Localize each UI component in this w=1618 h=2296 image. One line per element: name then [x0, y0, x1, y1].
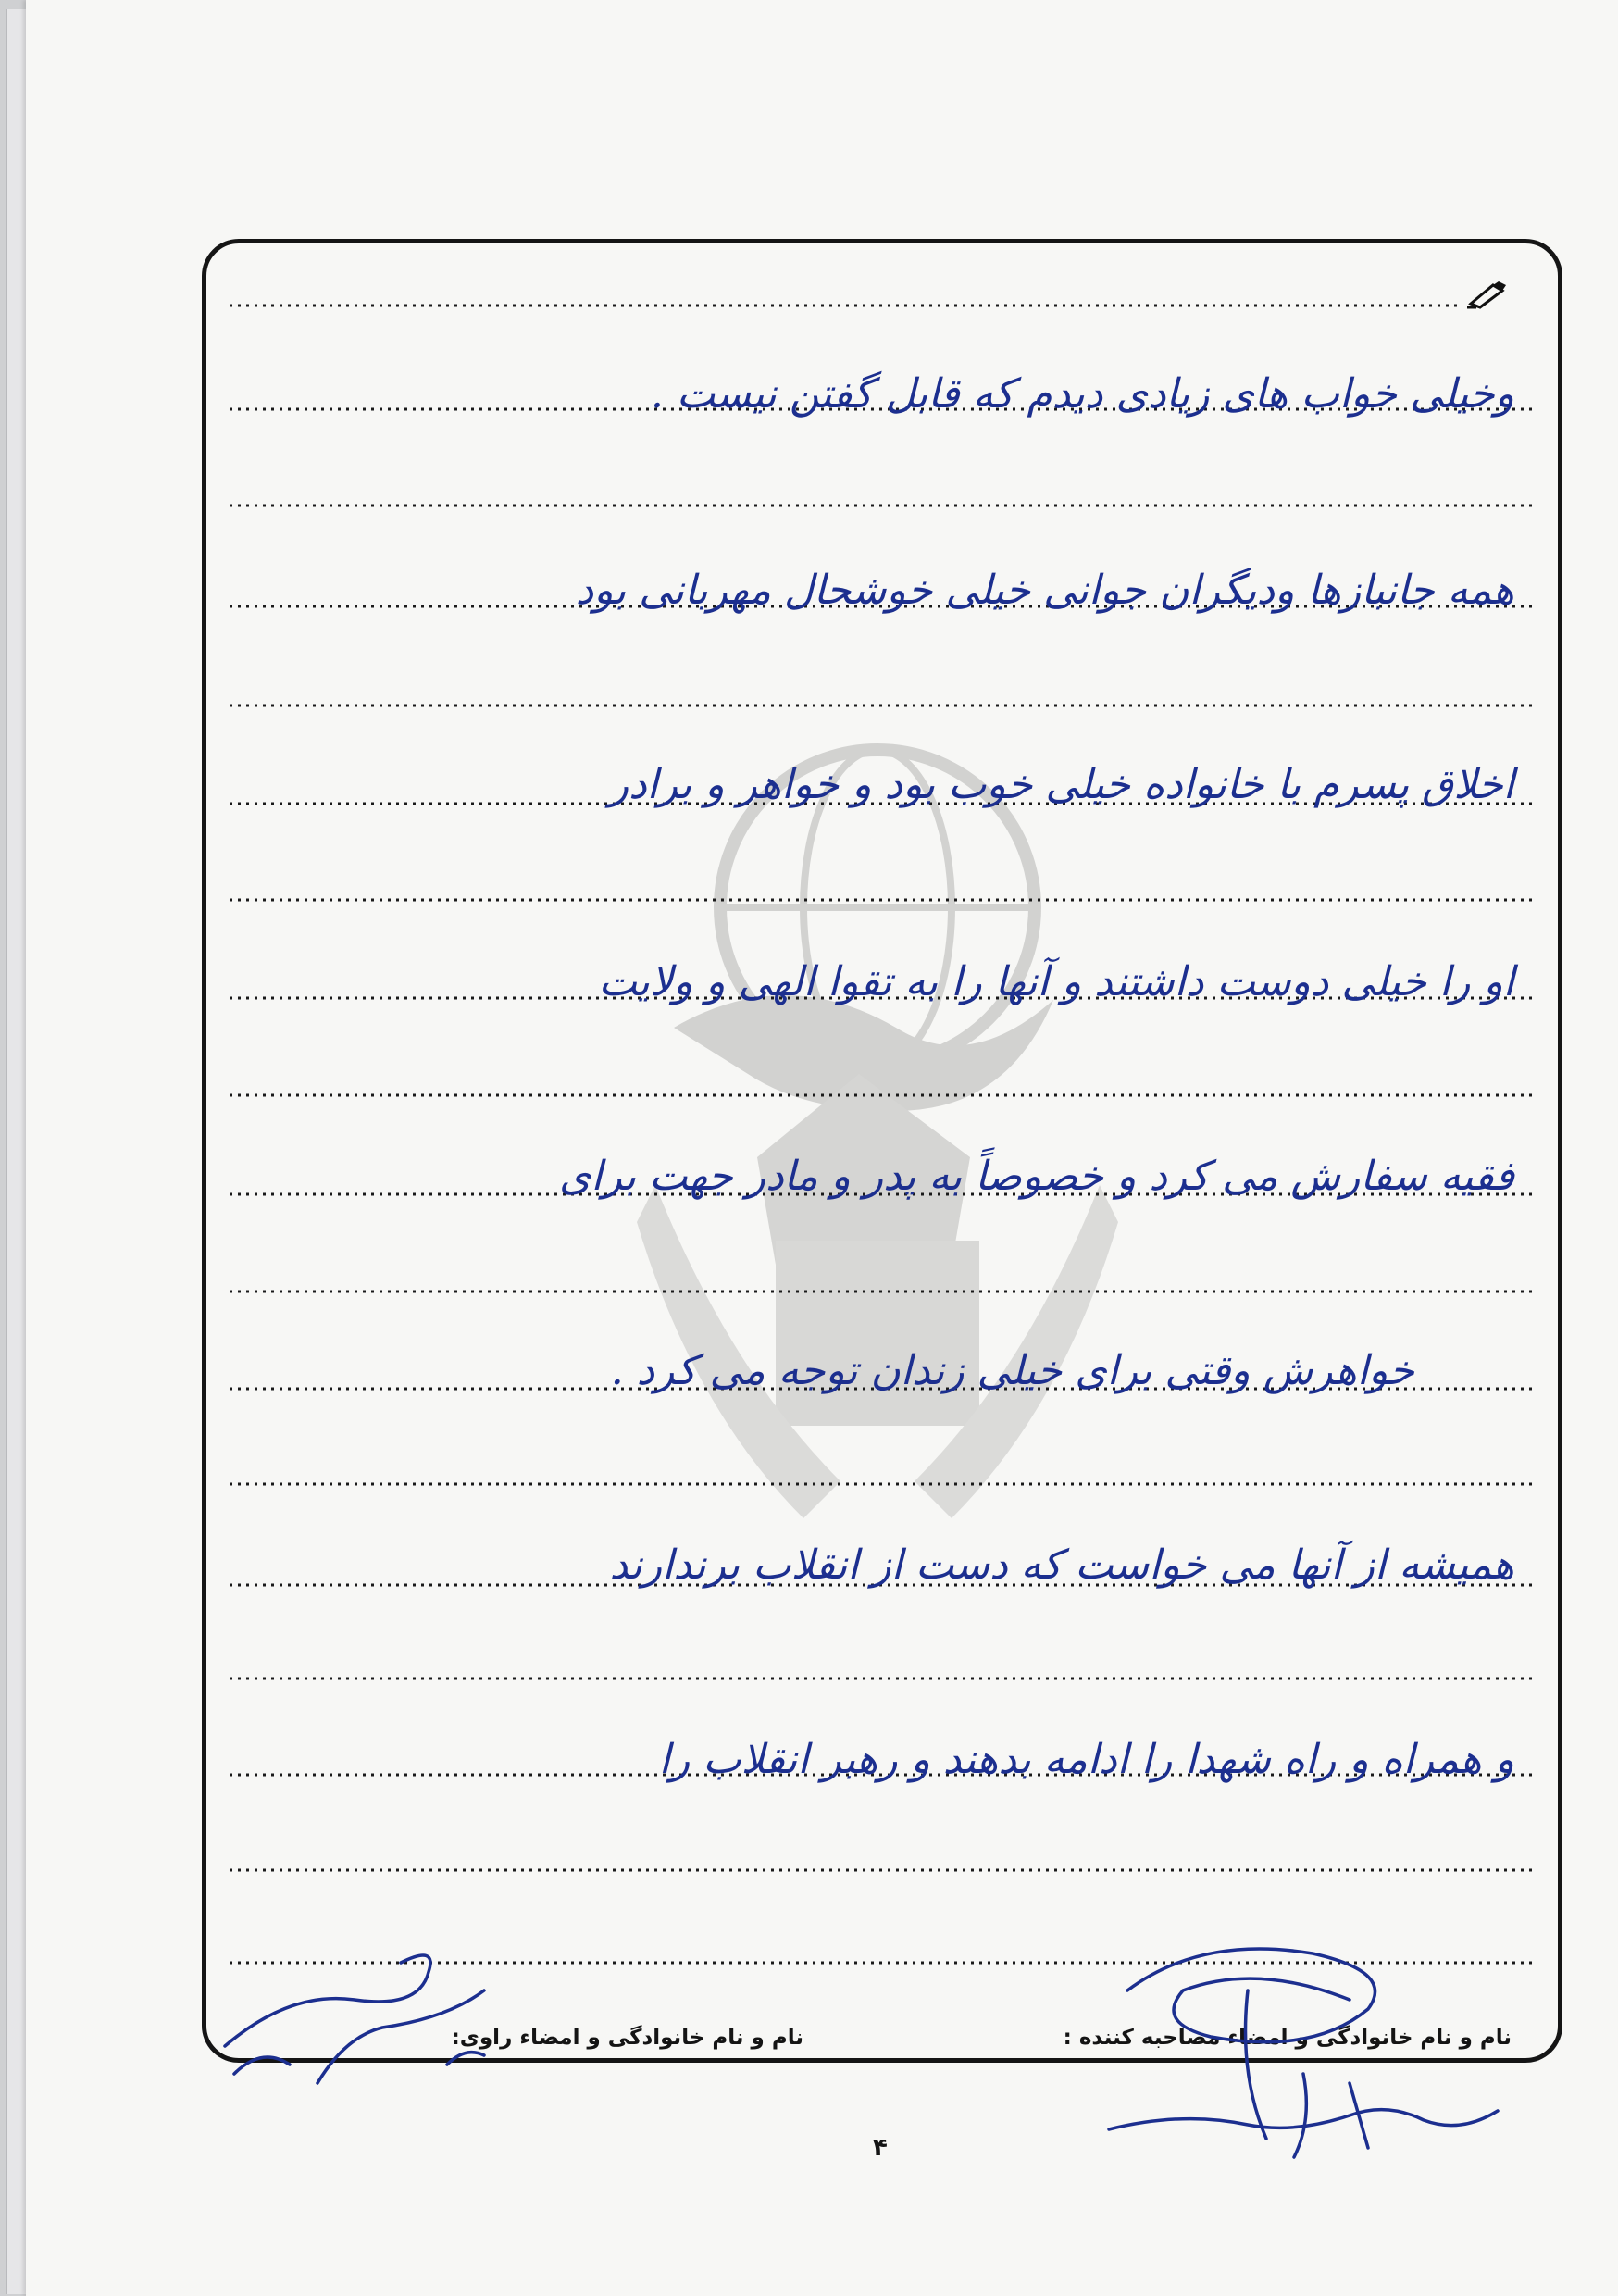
document-page — [26, 0, 1618, 2296]
handwritten-line-8: و همراه و راه شهدا را ادامه بدهند و رهبر انقلاب را — [658, 1736, 1514, 1783]
handwritten-line-5: فقیه سفارش می کرد و خصوصاً به پدر و مادر جهت برای — [558, 1153, 1514, 1200]
interviewer-signature-label: نام و نام خانوادگی و امضاء مصاحبه کننده : — [1063, 2026, 1512, 2050]
narrator-signature-label: نام و نام خانوادگی و امضاء راوی: — [451, 2026, 803, 2050]
page-number: ۴ — [873, 2134, 888, 2162]
handwritten-line-7: همیشه از آنها می خواست که دست از انقلاب برندارند — [609, 1541, 1514, 1589]
narrator-signature — [206, 1935, 503, 2102]
handwritten-line-6: خواهرش وقتی برای خیلی زندان توجه می کرد . — [610, 1347, 1414, 1394]
handwritten-line-3: اخلاق پسرم با خانواده خیلی خوب بود و خواهر و برادر — [608, 761, 1514, 808]
handwritten-line-4: او را خیلی دوست داشتند و آنها را به تقوا الهی و ولایت — [598, 958, 1514, 1005]
handwritten-line-2: همه جانبازها ودیگران جوانی خیلی خوشحال مهربانی بود — [575, 567, 1514, 614]
handwritten-line-1: وخیلی خواب های زیادی دیدم که قابل گفتن نیست . — [650, 370, 1514, 418]
interviewer-signature — [1072, 1935, 1516, 2176]
